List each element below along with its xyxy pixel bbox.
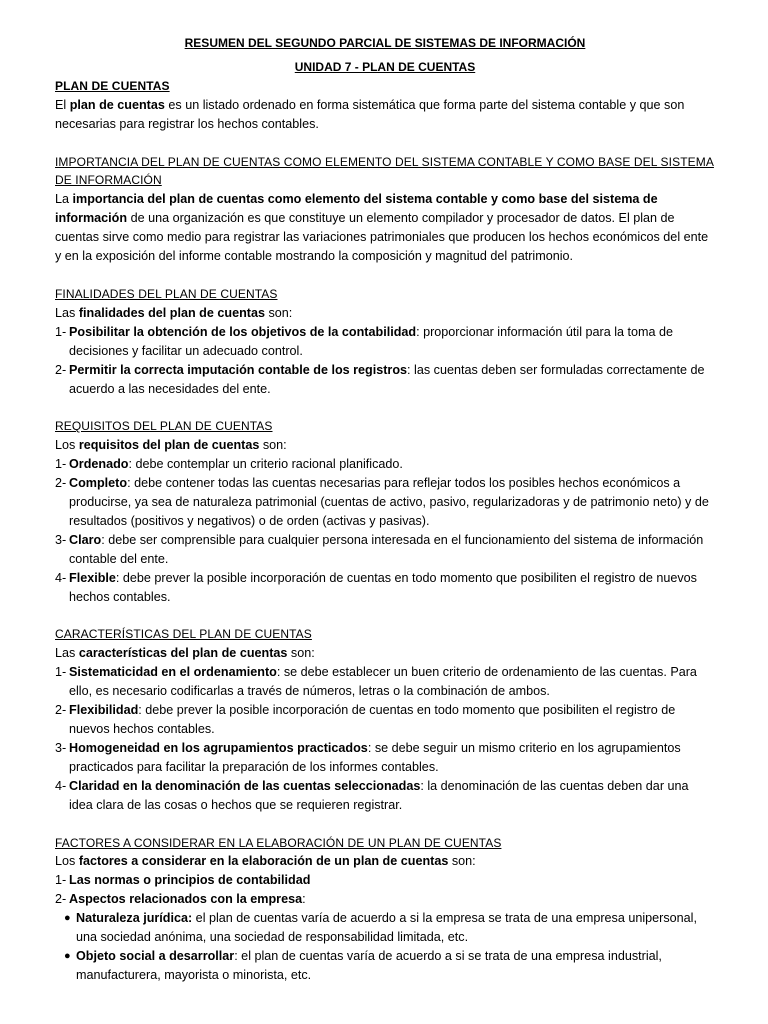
section-heading: IMPORTANCIA DEL PLAN DE CUENTAS COMO ELEMENTO DEL SISTEMA CONTABLE Y COMO BASE DEL SISTEMA DE INFORMACIÓN xyxy=(55,154,714,188)
list-item: 4- Flexible: debe prever la posible incorporación de cuentas en todo momento que posibiliten el registro de nuevos hechos contables. xyxy=(55,570,697,604)
list-item: 4- Claridad en la denominación de las cuentas seleccionadas: la denominación de las cuentas deben dar una idea clara de las cosas o hechos que se requieren registrar. xyxy=(55,778,689,812)
document-title: RESUMEN DEL SEGUNDO PARCIAL DE SISTEMAS DE INFORMACIÓN xyxy=(184,36,586,50)
section-intro: Los requisitos del plan de cuentas son: xyxy=(55,438,287,453)
bullet-icon: ● xyxy=(64,912,71,925)
list-item: 2- Aspectos relacionados con la empresa: xyxy=(55,892,306,907)
section-plan xyxy=(55,77,715,134)
section-heading: CARACTERÍSTICAS DEL PLAN DE CUENTAS xyxy=(55,627,312,642)
section-factores xyxy=(55,834,715,985)
list-item: 1- Sistematicidad en el ordenamiento: se debe establecer un buen criterio de ordenamiento de las cuentas. Para ello, es necesario codificarlas a través de números, letras o la combinación de ambos. xyxy=(55,665,697,699)
section-heading: REQUISITOS DEL PLAN DE CUENTAS xyxy=(55,419,273,434)
section-caracteristicas xyxy=(55,625,715,814)
list-item: 3- Homogeneidad en los agrupamientos practicados: se debe seguir un mismo criterio en los agrupamientos practicados para facilitar la preparación de los informes contables. xyxy=(55,740,681,774)
bullet-icon: ● xyxy=(64,949,71,962)
bullet-item: ● Naturaleza jurídica: el plan de cuentas varía de acuerdo a si la empresa se trata de una empresa unipersonal, una sociedad anónima, una sociedad de responsabilidad limitada, etc. xyxy=(64,911,697,945)
numbered-list xyxy=(55,871,715,909)
list-item: 2- Permitir la correcta imputación contable de los registros: las cuentas deben ser formuladas correctamente de acuerdo a las necesidades del ente. xyxy=(55,362,705,396)
section-heading: FINALIDADES DEL PLAN DE CUENTAS xyxy=(55,286,278,301)
section-finalidades xyxy=(55,285,715,398)
section-intro: Los factores a considerar en la elaboración de un plan de cuentas son: xyxy=(55,854,476,869)
unit-title: UNIDAD 7 - PLAN DE CUENTAS xyxy=(294,59,476,74)
section-intro: Las finalidades del plan de cuentas son: xyxy=(55,305,293,320)
numbered-list xyxy=(55,455,715,606)
bullet-item: ● Objeto social a desarrollar: el plan de cuentas varía de acuerdo a si se trata de una empresa industrial, manufacturera, mayorista o minorista, etc. xyxy=(64,948,662,982)
list-item: 1- Posibilitar la obtención de los objetivos de la contabilidad: proporcionar información útil para la toma de decisiones y facilitar un adecuado control. xyxy=(55,324,673,358)
list-item: 1- Las normas o principios de contabilidad xyxy=(55,873,311,888)
bullet-list xyxy=(55,909,715,985)
list-item: 1- Ordenado: debe contemplar un criterio racional planificado. xyxy=(55,457,403,472)
numbered-list xyxy=(55,663,715,814)
list-item: 2- Flexibilidad: debe prever la posible incorporación de cuentas en todo momento que posibiliten el registro de nuevos hechos contables. xyxy=(55,703,676,736)
numbered-list xyxy=(55,323,715,399)
section-heading: FACTORES A CONSIDERAR EN LA ELABORACIÓN DE UN PLAN DE CUENTAS xyxy=(55,835,502,850)
list-item: 3- Claro: debe ser comprensible para cualquier persona interesada en el funcionamiento del sistema de información contable del ente. xyxy=(55,532,704,566)
section-intro: Las características del plan de cuentas son: xyxy=(55,646,315,661)
section-importancia xyxy=(55,153,715,266)
document-page xyxy=(55,34,715,985)
section-paragraph: La importancia del plan de cuentas como elemento del sistema contable y como base del sistema de información de una organización es que constituye un elemento compilador y procesador de datos. El plan de cuentas sirve como medio para registrar las variaciones patrimoniales que producen los hechos económicos del ente y en la exposición del informe contable mostrando la composición y magnitud del patrimonio. xyxy=(55,192,709,264)
section-paragraph: El plan de cuentas es un listado ordenado en forma sistemática que forma parte del sistema contable y que son necesarias para registrar los hechos contables. xyxy=(55,97,685,131)
section-heading: PLAN DE CUENTAS xyxy=(55,78,170,93)
section-requisitos xyxy=(55,417,715,606)
list-item: 2- Completo: debe contener todas las cuentas necesarias para reflejar todos los posibles hechos económicos a producirse, ya sea de naturaleza patrimonial (cuentas de activo, pasivo, regularizadoras y de patrimonio neto) y de resultados (positivos y negativos) o de orden (activas y pasivas). xyxy=(55,476,709,528)
